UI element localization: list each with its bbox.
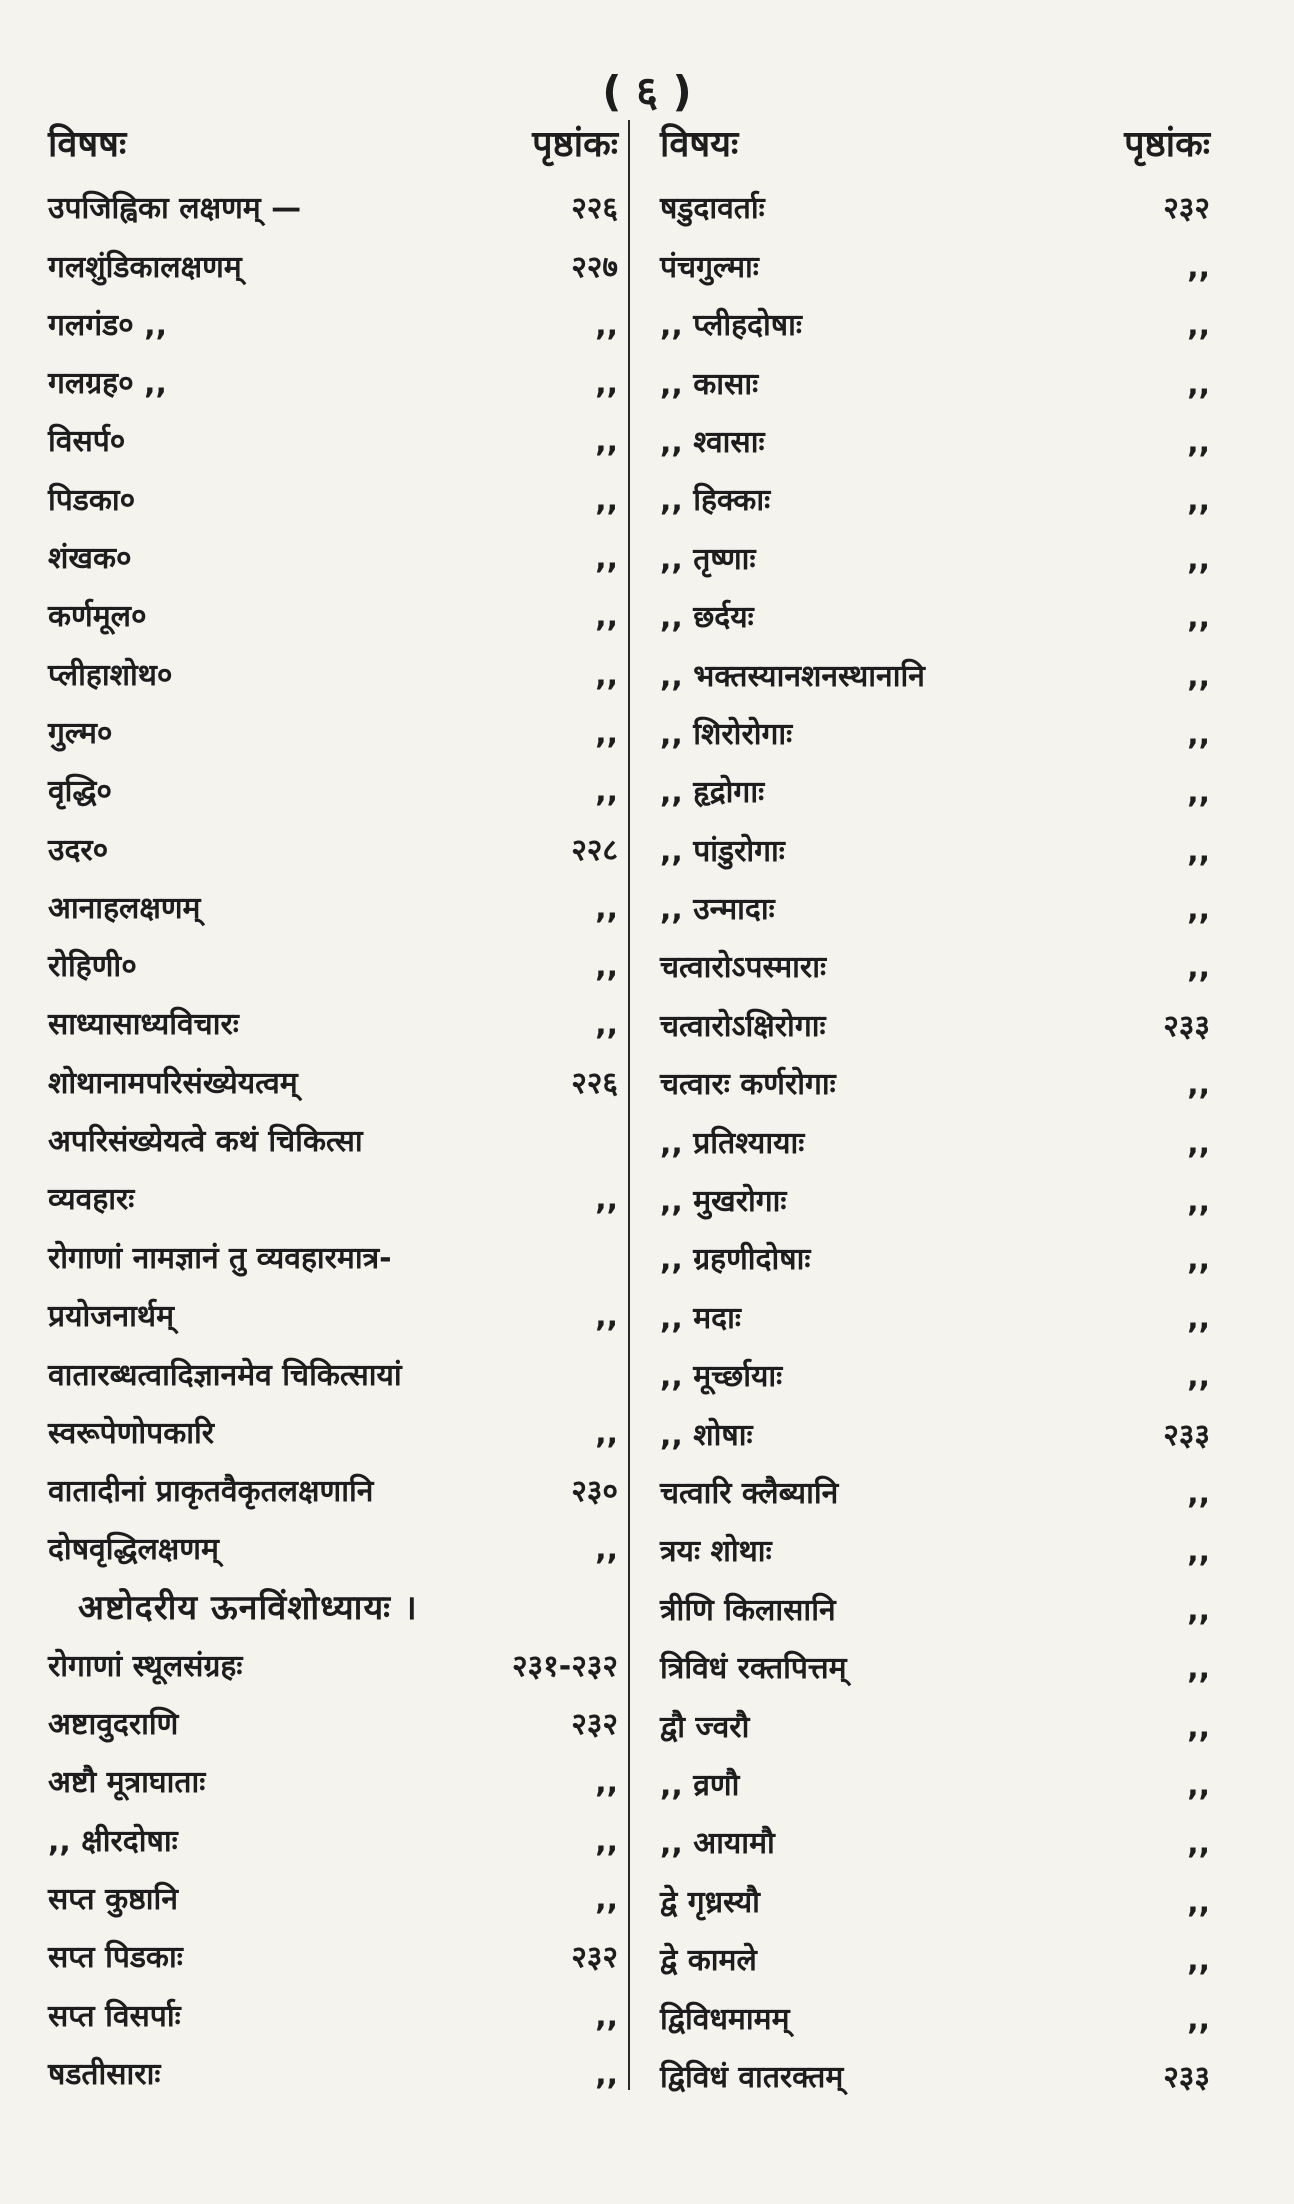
- toc-entry: [660, 1056, 1210, 1114]
- entry-page: ,,: [1187, 1651, 1210, 1687]
- entry-subject: रोगाणां स्थूलसंग्रहः: [48, 1648, 243, 1684]
- toc-entry: [660, 764, 1210, 822]
- entry-page: ,,: [595, 1182, 618, 1218]
- entry-page: ,,: [1187, 1184, 1210, 1220]
- toc-entry: [660, 997, 1210, 1055]
- entry-subject: सप्त कुष्ठानि: [48, 1881, 178, 1917]
- toc-entry: [48, 646, 618, 704]
- entry-page: ,,: [595, 1765, 618, 1801]
- entry-subject: द्वौ ज्वरौ: [660, 1709, 750, 1745]
- entry-page: २२७: [571, 249, 618, 285]
- entry-page: ,,: [595, 482, 618, 518]
- entry-page: ,,: [595, 657, 618, 693]
- entry-subject: षडतीसाराः: [48, 2056, 161, 2092]
- entry-subject: द्विविधं वातरक्तम्: [660, 2059, 844, 2095]
- entry-page: ,,: [595, 1007, 618, 1043]
- entry-page: ,,: [595, 1532, 618, 1568]
- entry-subject: त्रिविधं रक्तपित्तम्: [660, 1651, 847, 1687]
- entry-subject: गलशुंडिकालक्षणम्: [48, 249, 242, 285]
- entry-subject: ,, कासाः: [660, 366, 759, 402]
- entry-page: ,,: [1187, 2001, 1210, 2037]
- entry-subject: प्लीहाशोथ०: [48, 657, 173, 693]
- entry-page: ,,: [1187, 1943, 1210, 1979]
- entry-subject: पंचगुल्माः: [660, 249, 759, 285]
- entry-page: ,,: [595, 949, 618, 985]
- toc-entry: [48, 2046, 618, 2104]
- toc-entry: [48, 180, 618, 238]
- toc-entry: [660, 1757, 1210, 1815]
- entry-page: ,,: [595, 1298, 618, 1334]
- toc-entry: [48, 471, 618, 529]
- toc-entry: [660, 355, 1210, 413]
- entry-page: ,,: [595, 1415, 618, 1451]
- entry-page: ,,: [1187, 308, 1210, 344]
- entry-subject: ,, प्लीहदोषाः: [660, 308, 802, 344]
- toc-entry: [48, 705, 618, 763]
- toc-entry: [48, 1463, 618, 1521]
- entry-subject: ,, ग्रहणीदोषाः: [660, 1242, 811, 1278]
- entry-page: ,,: [595, 366, 618, 402]
- toc-entry: [48, 588, 618, 646]
- entry-subject: सप्त पिडकाः: [48, 1940, 183, 1976]
- entry-subject: चत्वारि क्लैब्यानि: [660, 1475, 839, 1511]
- toc-entry: [660, 1873, 1210, 1931]
- entry-subject: त्रयः शोथाः: [660, 1534, 772, 1570]
- entry-page: ,,: [1187, 483, 1210, 519]
- entry-page: ,,: [595, 890, 618, 926]
- entry-page: ,,: [595, 307, 618, 343]
- entry-page: ,,: [1187, 1767, 1210, 1803]
- toc-entry: [48, 938, 618, 996]
- entry-subject: अष्टावुदराणि: [48, 1707, 179, 1743]
- entry-page: ,,: [1187, 1125, 1210, 1161]
- entry-page: २३३: [1163, 1008, 1210, 1044]
- entry-subject: द्विविधमामम्: [660, 2001, 790, 2037]
- toc-entry: [660, 1114, 1210, 1172]
- entry-subject: ,, उन्मादाः: [660, 892, 775, 928]
- entry-subject: ,, पांडुरोगाः: [660, 833, 785, 869]
- right-entries: [660, 180, 1210, 2107]
- entry-page: ,,: [1187, 366, 1210, 402]
- entry-subject: रोहिणी०: [48, 949, 137, 985]
- entry-page: ,,: [1187, 1884, 1210, 1920]
- entry-subject: अपरिसंख्येयत्वे कथं चिकित्सा व्यवहारः: [48, 1124, 363, 1218]
- toc-entry: [48, 1637, 618, 1695]
- toc-entry: [48, 1229, 618, 1346]
- left-header: [48, 118, 618, 180]
- toc-entry: [48, 1054, 618, 1112]
- entry-page: ,,: [1187, 1242, 1210, 1278]
- entry-page: ,,: [1187, 1709, 1210, 1745]
- entry-subject: आनाहलक्षणम्: [48, 890, 201, 926]
- entry-subject: ,, क्षीरदोषाः: [48, 1823, 178, 1859]
- toc-entry: [48, 821, 618, 879]
- left-header-subject: विषषः: [48, 124, 127, 165]
- entry-subject: उपजिह्विका लक्षणम् —: [48, 191, 302, 227]
- toc-entry: [660, 1465, 1210, 1523]
- entry-subject: द्वे कामले: [660, 1943, 757, 1979]
- entry-page: २२६: [571, 191, 618, 227]
- entry-page: ,,: [1187, 541, 1210, 577]
- entry-subject: षडुदावर्ताः: [660, 191, 765, 227]
- entry-page: ,,: [1187, 892, 1210, 928]
- entry-subject: ,, तृष्णाः: [660, 541, 756, 577]
- right-header-page: पृष्ठांकः: [1124, 124, 1210, 165]
- entry-page: ,,: [1187, 1826, 1210, 1862]
- entry-page: २३३: [1163, 2059, 1210, 2095]
- toc-entry: [660, 1640, 1210, 1698]
- entry-subject: गलगंड० ,,: [48, 307, 168, 343]
- column-divider: [628, 120, 630, 2090]
- left-header-page: पृष्ठांकः: [532, 124, 618, 165]
- toc-entry: [48, 1521, 618, 1579]
- entry-page: ,,: [1187, 600, 1210, 636]
- toc-entry: [48, 1929, 618, 1987]
- entry-subject: दोषवृद्धिलक्षणम्: [48, 1532, 219, 1568]
- entry-page: ,,: [1187, 1067, 1210, 1103]
- toc-entry: [660, 1990, 1210, 2048]
- toc-entry: [48, 238, 618, 296]
- entry-subject: वृद्धि०: [48, 774, 113, 810]
- entry-page: ,,: [595, 1881, 618, 1917]
- entry-subject: विसर्प०: [48, 424, 126, 460]
- toc-entry: [48, 355, 618, 413]
- right-column: [660, 118, 1210, 2107]
- toc-entry: [660, 1815, 1210, 1873]
- entry-subject: ,, मदाः: [660, 1300, 741, 1336]
- toc-entry: [660, 1289, 1210, 1347]
- toc-entry: [48, 1812, 618, 1870]
- entry-subject: ,, शोषाः: [660, 1417, 753, 1453]
- left-entries: [48, 180, 618, 2104]
- entry-subject: वातारब्धत्वादिज्ञानमेव चिकित्सायां स्वरूपेणोपकारि: [48, 1357, 402, 1451]
- toc-entry: [660, 822, 1210, 880]
- toc-entry: [660, 180, 1210, 238]
- toc-entry: [660, 589, 1210, 647]
- entry-page: ,,: [1187, 716, 1210, 752]
- entry-page: ,,: [1187, 775, 1210, 811]
- entry-subject: ,, मूर्च्छायाः: [660, 1359, 783, 1395]
- entry-page: ,,: [595, 715, 618, 751]
- toc-entry: [48, 1696, 618, 1754]
- entry-page: २२६: [571, 1065, 618, 1101]
- entry-subject: चत्वारोऽक्षिरोगाः: [660, 1008, 826, 1044]
- entry-subject: ,, प्रतिश्यायाः: [660, 1125, 805, 1161]
- toc-entry: [48, 1871, 618, 1929]
- left-column: [48, 118, 618, 2104]
- toc-entry: [660, 1581, 1210, 1639]
- toc-entry: [660, 881, 1210, 939]
- entry-page: ,,: [1187, 424, 1210, 460]
- entry-page: २२८: [571, 832, 618, 868]
- entry-page: ,,: [1187, 1300, 1210, 1336]
- entry-subject: गुल्म०: [48, 715, 113, 751]
- toc-entry: [48, 530, 618, 588]
- entry-page: २३२: [1163, 191, 1210, 227]
- toc-entry: [660, 1173, 1210, 1231]
- entry-page: ,,: [1187, 1359, 1210, 1395]
- entry-subject: शोथानामपरिसंख्येयत्वम्: [48, 1065, 298, 1101]
- right-header-subject: विषयः: [660, 124, 739, 165]
- toc-entry: [660, 238, 1210, 296]
- entry-subject: पिडका०: [48, 482, 136, 518]
- toc-entry: [660, 530, 1210, 588]
- toc-entry: [660, 647, 1210, 705]
- toc-entry: [48, 297, 618, 355]
- entry-subject: ,, भक्तस्यानशनस्थानानि: [660, 658, 925, 694]
- toc-entry: [660, 1406, 1210, 1464]
- toc-entry: [660, 1231, 1210, 1289]
- toc-entry: [48, 763, 618, 821]
- toc-entry: [48, 1579, 618, 1637]
- page-number: ( ६ ): [602, 67, 692, 116]
- toc-entry: [660, 1932, 1210, 1990]
- entry-page: ,,: [1187, 1534, 1210, 1570]
- entry-subject: ,, मुखरोगाः: [660, 1184, 787, 1220]
- entry-subject: द्वे गृध्रस्यौ: [660, 1884, 760, 1920]
- entry-page: ,,: [1187, 1475, 1210, 1511]
- entry-page: ,,: [1187, 833, 1210, 869]
- entry-page: ,,: [595, 424, 618, 460]
- toc-entry: [660, 297, 1210, 355]
- entry-page: ,,: [595, 1823, 618, 1859]
- toc-entry: [660, 2049, 1210, 2107]
- toc-entry: [48, 1346, 618, 1463]
- entry-page: २३३: [1163, 1417, 1210, 1453]
- toc-entry: [48, 1987, 618, 2045]
- entry-subject: ,, व्रणौ: [660, 1767, 740, 1803]
- toc-entry: [660, 939, 1210, 997]
- entry-page: ,,: [1187, 950, 1210, 986]
- entry-subject: उदर०: [48, 832, 109, 868]
- entry-subject: रोगाणां नामज्ञानं तु व्यवहारमात्र- प्रयोजनार्थम्: [48, 1240, 392, 1334]
- entry-subject: शंखक०: [48, 541, 132, 577]
- entry-subject: त्रीणि किलासानि: [660, 1592, 836, 1628]
- entry-page: ,,: [595, 774, 618, 810]
- entry-page: ,,: [595, 2056, 618, 2092]
- toc-entry: [660, 1523, 1210, 1581]
- entry-page: ,,: [595, 541, 618, 577]
- chapter-heading: अष्टोदरीय ऊनविंशोध्यायः ।: [78, 1588, 418, 1629]
- entry-page: २३०: [571, 1473, 618, 1509]
- entry-page: २३२: [571, 1940, 618, 1976]
- entry-page: २३१-२३२: [511, 1648, 618, 1684]
- entry-subject: सप्त विसर्पाः: [48, 1998, 181, 2034]
- toc-entry: [660, 1348, 1210, 1406]
- entry-subject: ,, हृद्रोगाः: [660, 775, 765, 811]
- entry-subject: ,, हिक्काः: [660, 483, 771, 519]
- entry-page: ,,: [595, 599, 618, 635]
- toc-entry: [48, 996, 618, 1054]
- entry-subject: चत्वारोऽपस्माराः: [660, 950, 827, 986]
- entry-subject: ,, छर्दयः: [660, 600, 754, 636]
- entry-subject: चत्वारः कर्णरोगाः: [660, 1067, 836, 1103]
- toc-entry: [660, 472, 1210, 530]
- toc-entry: [660, 1698, 1210, 1756]
- entry-page: ,,: [595, 1998, 618, 2034]
- entry-page: २३२: [571, 1707, 618, 1743]
- entry-page: ,,: [1187, 658, 1210, 694]
- entry-page: ,,: [1187, 1592, 1210, 1628]
- entry-subject: वातादीनां प्राकृतवैकृतलक्षणानि: [48, 1473, 374, 1509]
- right-header: [660, 118, 1210, 180]
- entry-subject: ,, आयामौ: [660, 1826, 775, 1862]
- toc-entry: [48, 880, 618, 938]
- toc-entry: [660, 706, 1210, 764]
- toc-entry: [48, 413, 618, 471]
- entry-subject: साध्यासाध्यविचारः: [48, 1007, 239, 1043]
- entry-subject: ,, शिरोरोगाः: [660, 716, 793, 752]
- entry-subject: अष्टौ मूत्राघाताः: [48, 1765, 206, 1801]
- toc-entry: [48, 1113, 618, 1230]
- toc-entry: [660, 414, 1210, 472]
- entry-page: ,,: [1187, 249, 1210, 285]
- entry-subject: कर्णमूल०: [48, 599, 147, 635]
- entry-subject: ,, श्वासाः: [660, 424, 765, 460]
- toc-entry: [48, 1754, 618, 1812]
- entry-subject: गलग्रह० ,,: [48, 366, 167, 402]
